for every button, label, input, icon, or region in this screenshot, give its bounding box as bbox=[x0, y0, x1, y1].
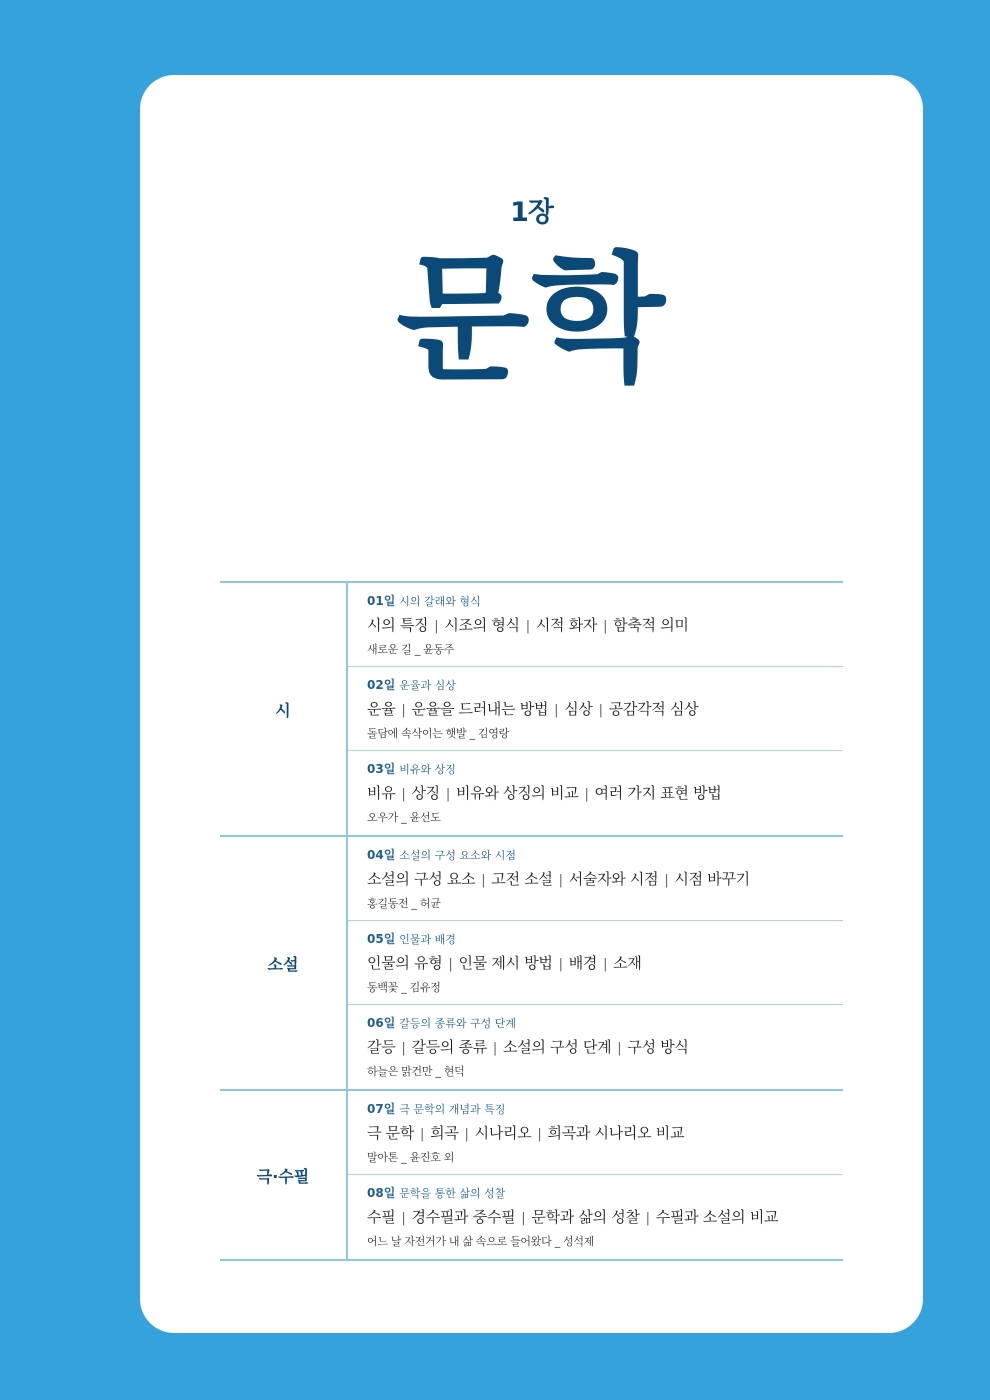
topic: 경수필과 중수필 bbox=[411, 1208, 516, 1226]
lesson-name: 시의 갈래와 형식 bbox=[399, 595, 481, 608]
topic: 구성 방식 bbox=[627, 1038, 689, 1056]
topic-separator: | bbox=[645, 1211, 650, 1226]
lesson-topics bbox=[367, 780, 843, 806]
topic-separator: | bbox=[603, 619, 608, 634]
topic: 소설의 구성 단계 bbox=[503, 1038, 612, 1056]
topic-separator: | bbox=[617, 1041, 622, 1056]
lesson-heading bbox=[367, 1101, 843, 1118]
lesson-work: 동백꽃 _ 김유정 bbox=[367, 981, 441, 994]
topic: 희곡과 시나리오 비교 bbox=[547, 1124, 685, 1142]
topic: 비유 bbox=[367, 784, 396, 802]
lesson-work: 홍길동전 _ 허균 bbox=[367, 897, 441, 910]
lesson-list bbox=[348, 1091, 843, 1259]
toc-section bbox=[220, 837, 843, 1091]
topic-separator: | bbox=[521, 1211, 526, 1226]
lesson-list bbox=[348, 837, 843, 1089]
lesson-heading bbox=[367, 847, 843, 864]
topic: 극 문학 bbox=[367, 1124, 415, 1142]
lesson-day: 05일 bbox=[367, 932, 396, 946]
lesson-day: 03일 bbox=[367, 762, 396, 776]
topic: 시조의 형식 bbox=[444, 616, 520, 634]
topic-separator: | bbox=[401, 703, 406, 718]
topic: 희곡 bbox=[430, 1124, 459, 1142]
topic: 인물의 유형 bbox=[367, 954, 443, 972]
lesson-heading bbox=[367, 593, 843, 610]
section-label: 극·수필 bbox=[220, 1091, 348, 1259]
lesson-day: 02일 bbox=[367, 678, 396, 692]
lesson-day: 06일 bbox=[367, 1016, 396, 1030]
lesson-work: 오우가 _ 윤선도 bbox=[367, 811, 441, 824]
lesson-day: 08일 bbox=[367, 1186, 396, 1200]
topic-separator: | bbox=[420, 1127, 425, 1142]
toc-section bbox=[220, 1091, 843, 1261]
lesson-name: 운율과 심상 bbox=[399, 679, 456, 692]
lesson-heading bbox=[367, 677, 843, 694]
lesson-topics bbox=[367, 1120, 843, 1146]
lesson-name: 극 문학의 개념과 특징 bbox=[399, 1103, 506, 1116]
chapter-title: 문학 bbox=[396, 239, 667, 400]
topic-separator: | bbox=[448, 957, 453, 972]
topic: 소설의 구성 요소 bbox=[367, 870, 476, 888]
topic: 상징 bbox=[411, 784, 440, 802]
topic: 함축적 의미 bbox=[613, 616, 689, 634]
lesson-name: 소설의 구성 요소와 시점 bbox=[399, 849, 517, 862]
lesson-item bbox=[348, 921, 843, 1005]
lesson-work: 하늘은 맑건만 _ 현덕 bbox=[367, 1065, 465, 1078]
topic-separator: | bbox=[554, 703, 559, 718]
topic-separator: | bbox=[584, 787, 589, 802]
topic: 공감각적 심상 bbox=[608, 700, 699, 718]
topic: 시나리오 bbox=[474, 1124, 532, 1142]
toc-section bbox=[220, 583, 843, 837]
section-label: 소설 bbox=[220, 837, 348, 1089]
topic-separator: | bbox=[558, 873, 563, 888]
topic-separator: | bbox=[464, 1127, 469, 1142]
topic: 비유와 상징의 비교 bbox=[455, 784, 579, 802]
lesson-name: 비유와 상징 bbox=[399, 763, 456, 776]
topic-separator: | bbox=[401, 787, 406, 802]
lesson-work: 돌담에 속삭이는 햇발 _ 김영랑 bbox=[367, 727, 509, 740]
lesson-day: 04일 bbox=[367, 848, 396, 862]
topic-separator: | bbox=[401, 1041, 406, 1056]
lesson-item bbox=[348, 1091, 843, 1175]
lesson-topics bbox=[367, 1034, 843, 1060]
topic: 시의 특징 bbox=[367, 616, 429, 634]
lesson-name: 문학을 통한 삶의 성찰 bbox=[399, 1187, 506, 1200]
topic: 갈등의 종류 bbox=[411, 1038, 487, 1056]
chapter-number: 1장 bbox=[510, 197, 553, 228]
lesson-item bbox=[348, 667, 843, 751]
topic-separator: | bbox=[434, 619, 439, 634]
topic: 시적 화자 bbox=[535, 616, 598, 634]
lesson-work: 새로운 길 _ 윤동주 bbox=[367, 643, 455, 656]
lesson-topics bbox=[367, 1204, 843, 1230]
table-of-contents bbox=[220, 581, 843, 1261]
topic: 운율을 드러내는 방법 bbox=[411, 700, 549, 718]
topic: 소재 bbox=[613, 954, 642, 972]
topic-separator: | bbox=[525, 619, 530, 634]
topic: 심상 bbox=[564, 700, 593, 718]
lesson-item bbox=[348, 837, 843, 921]
topic-separator: | bbox=[401, 1211, 406, 1226]
lesson-name: 갈등의 종류와 구성 단계 bbox=[399, 1017, 517, 1030]
topic: 시점 바꾸기 bbox=[674, 870, 750, 888]
topic: 인물 제시 방법 bbox=[458, 954, 553, 972]
topic-separator: | bbox=[445, 787, 450, 802]
lesson-work: 어느 날 자전거가 내 삶 속으로 들어왔다 _ 성석제 bbox=[367, 1235, 594, 1248]
topic-separator: | bbox=[664, 873, 669, 888]
content-card bbox=[140, 75, 923, 1333]
topic: 고전 소설 bbox=[491, 870, 553, 888]
lesson-topics bbox=[367, 950, 843, 976]
lesson-topics bbox=[367, 696, 843, 722]
lesson-heading bbox=[367, 761, 843, 778]
topic-separator: | bbox=[603, 957, 608, 972]
topic: 여러 가지 표현 방법 bbox=[594, 784, 722, 802]
topic-separator: | bbox=[598, 703, 603, 718]
lesson-item bbox=[348, 751, 843, 835]
topic: 수필과 소설의 비교 bbox=[655, 1208, 779, 1226]
section-label: 시 bbox=[220, 583, 348, 835]
topic: 배경 bbox=[568, 954, 598, 972]
lesson-heading bbox=[367, 931, 843, 948]
lesson-day: 07일 bbox=[367, 1102, 396, 1116]
lesson-work: 말아톤 _ 윤진호 외 bbox=[367, 1151, 455, 1164]
lesson-name: 인물과 배경 bbox=[399, 933, 456, 946]
topic: 서술자와 시점 bbox=[568, 870, 659, 888]
lesson-heading bbox=[367, 1015, 843, 1032]
topic-separator: | bbox=[492, 1041, 497, 1056]
topic: 수필 bbox=[367, 1208, 396, 1226]
topic-separator: | bbox=[537, 1127, 542, 1142]
lesson-list bbox=[348, 583, 843, 835]
lesson-topics bbox=[367, 866, 843, 892]
lesson-topics bbox=[367, 612, 843, 638]
topic: 갈등 bbox=[367, 1038, 396, 1056]
lesson-item bbox=[348, 1175, 843, 1259]
lesson-heading bbox=[367, 1185, 843, 1202]
lesson-day: 01일 bbox=[367, 594, 396, 608]
topic: 문학과 삶의 성찰 bbox=[531, 1208, 640, 1226]
lesson-item bbox=[348, 583, 843, 667]
topic: 운율 bbox=[367, 700, 396, 718]
lesson-item bbox=[348, 1005, 843, 1089]
topic-separator: | bbox=[558, 957, 563, 972]
topic-separator: | bbox=[481, 873, 486, 888]
